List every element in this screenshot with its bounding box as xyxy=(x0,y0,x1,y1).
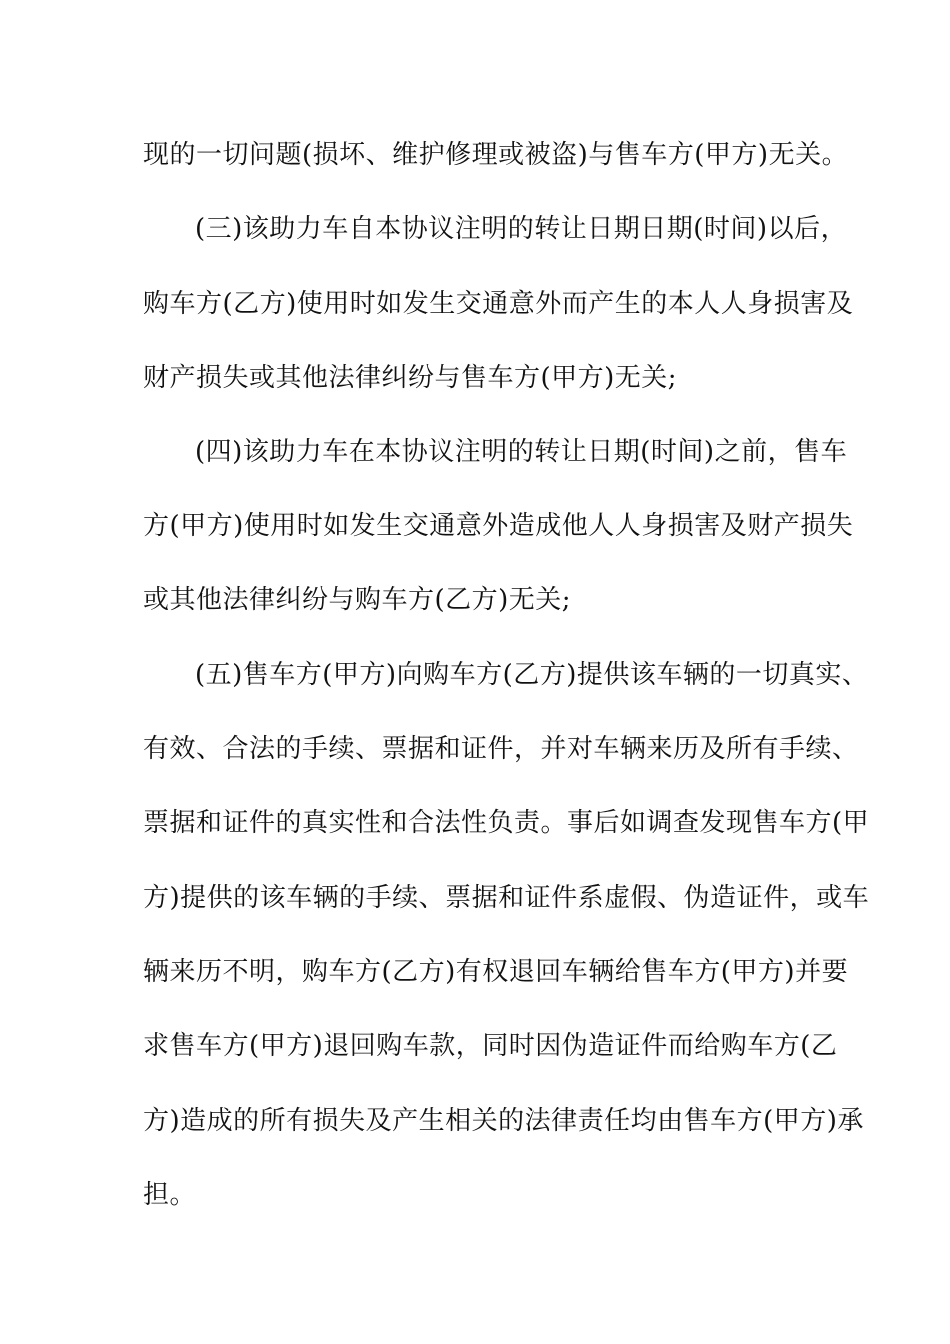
text-line: 方)提供的该车辆的手续、票据和证件系虚假、伪造证件，或车 xyxy=(143,883,870,913)
text-line: 有效、合法的手续、票据和证件，并对车辆来历及所有手续、 xyxy=(143,734,859,764)
text-line: 求售车方(甲方)退回购车款，同时因伪造证件而给购车方(乙 xyxy=(143,1031,838,1061)
clause-4-line: (四)该助力车在本协议注明的转让日期(时间)之前，售车 xyxy=(195,437,848,467)
text-line: 购车方(乙方)使用时如发生交通意外而产生的本人人身损害及 xyxy=(143,289,854,319)
text-line: 现的一切问题(损坏、维护修理或被盗)与售车方(甲方)无关。 xyxy=(143,140,849,170)
text-line: 票据和证件的真实性和合法性负责。事后如调查发现售车方(甲 xyxy=(143,808,870,838)
text-line: 财产损失或其他法律纠纷与售车方(甲方)无关; xyxy=(143,363,678,393)
text-line: 担。 xyxy=(143,1180,197,1210)
text-line: 或其他法律纠纷与购车方(乙方)无关; xyxy=(143,585,572,615)
clause-3-line: (三)该助力车自本协议注明的转让日期日期(时间)以后， xyxy=(195,214,848,244)
clause-5-line: (五)售车方(甲方)向购车方(乙方)提供该车辆的一切真实、 xyxy=(195,660,869,690)
text-line: 方)造成的所有损失及产生相关的法律责任均由售车方(甲方)承 xyxy=(143,1106,864,1136)
text-line: 方(甲方)使用时如发生交通意外造成他人人身损害及财产损失 xyxy=(143,511,854,541)
text-line: 辆来历不明，购车方(乙方)有权退回车辆给售车方(甲方)并要 xyxy=(143,957,849,987)
